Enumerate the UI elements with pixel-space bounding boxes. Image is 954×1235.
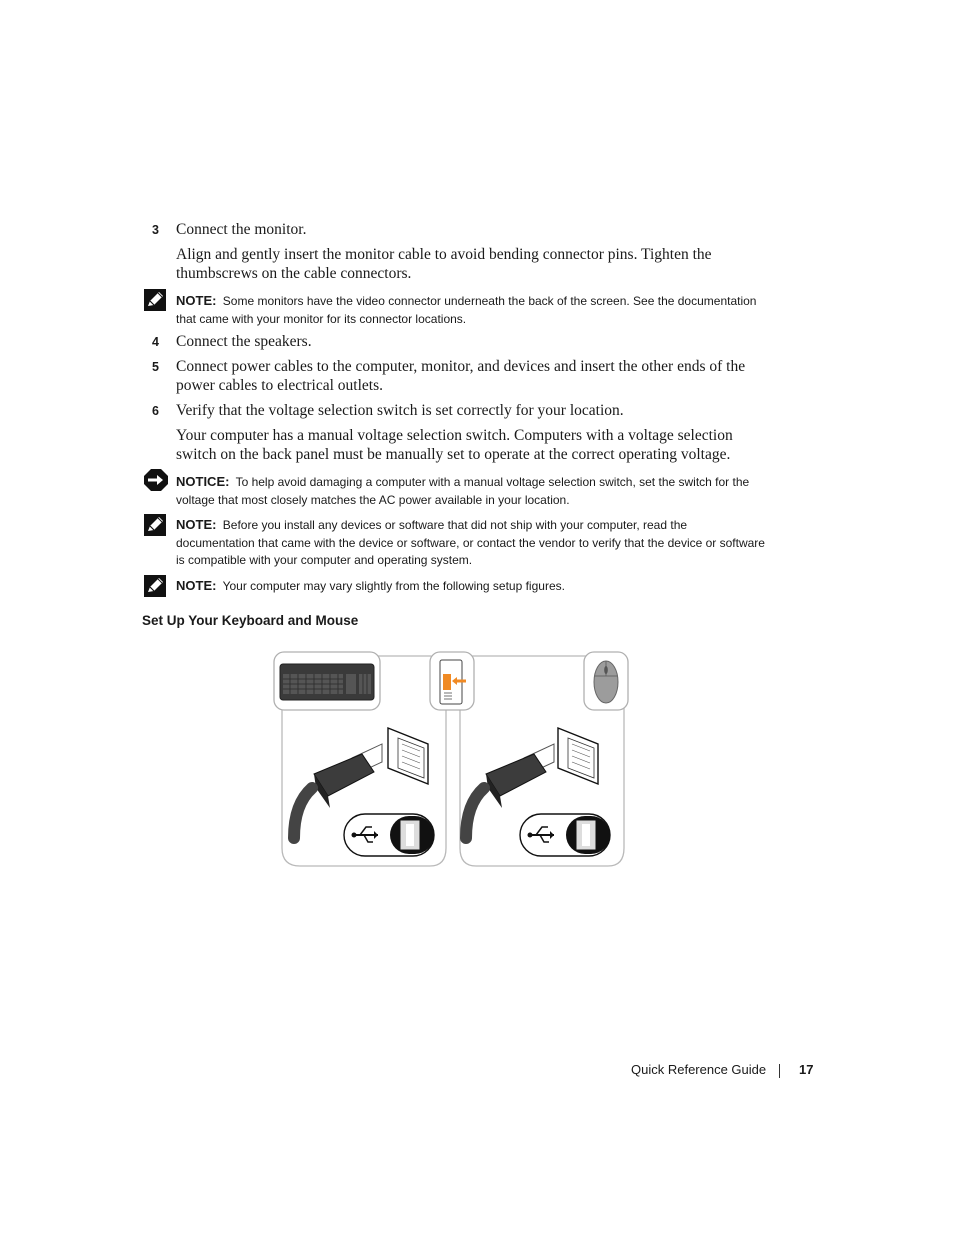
note-label: NOTE: (176, 517, 217, 532)
note-1 (176, 292, 766, 328)
step-text: Connect power cables to the computer, monitor, and devices and insert the other ends of the power cables to electrical outlets. (176, 358, 746, 394)
notice (176, 473, 766, 509)
usb-port-callout (344, 814, 434, 856)
footer-divider (779, 1064, 780, 1078)
step-number: 4 (152, 335, 159, 349)
step-text: Connect the speakers. (176, 333, 312, 350)
note-2 (176, 516, 766, 570)
step-number: 6 (152, 404, 159, 418)
voltage-detail-paragraph: Your computer has a manual voltage selection switch. Computers with a voltage selection switch on the back panel must be manually set to operate at the correct operating voltage. (176, 427, 733, 463)
note-pencil-icon (144, 289, 166, 311)
note-3 (176, 577, 766, 596)
monitor-detail-paragraph: Align and gently insert the monitor cable to avoid bending connector pins. Tighten the thumbscrews on the cable connectors. (176, 246, 712, 282)
page-number: 17 (799, 1062, 814, 1077)
step-text: Verify that the voltage selection switch is set correctly for your location. (176, 402, 624, 419)
note-label: NOTE: (176, 293, 217, 308)
step-number: 5 (152, 360, 159, 374)
footer-title: Quick Reference Guide (631, 1062, 767, 1077)
note-pencil-icon (144, 575, 166, 597)
keyboard-icon (274, 652, 380, 710)
note-text: Some monitors have the video connector underneath the back of the screen. See the documentation that came with your monitor for its connector locations. (176, 294, 757, 326)
computer-tower-icon (430, 652, 474, 710)
notice-icon (144, 469, 168, 491)
note-text: Your computer may vary slightly from the following setup figures. (222, 579, 565, 593)
note-text: Before you install any devices or software that did not ship with your computer, read the documentation that came with the device or software, or contact the vendor to verify that the device or software is compatible with your computer and operating system. (176, 518, 765, 567)
notice-text: To help avoid damaging a computer with a manual voltage selection switch, set the switch for the voltage that most closely matches the AC power available in your location. (176, 475, 750, 507)
keyboard-mouse-setup-figure (270, 648, 632, 872)
note-label: NOTE: (176, 578, 217, 593)
step-number: 3 (152, 223, 159, 237)
notice-label: NOTICE: (176, 474, 230, 489)
step-text: Connect the monitor. (176, 221, 307, 238)
usb-port-callout (520, 814, 610, 856)
note-pencil-icon (144, 514, 166, 536)
mouse-icon (584, 652, 628, 710)
section-heading: Set Up Your Keyboard and Mouse (142, 613, 359, 628)
